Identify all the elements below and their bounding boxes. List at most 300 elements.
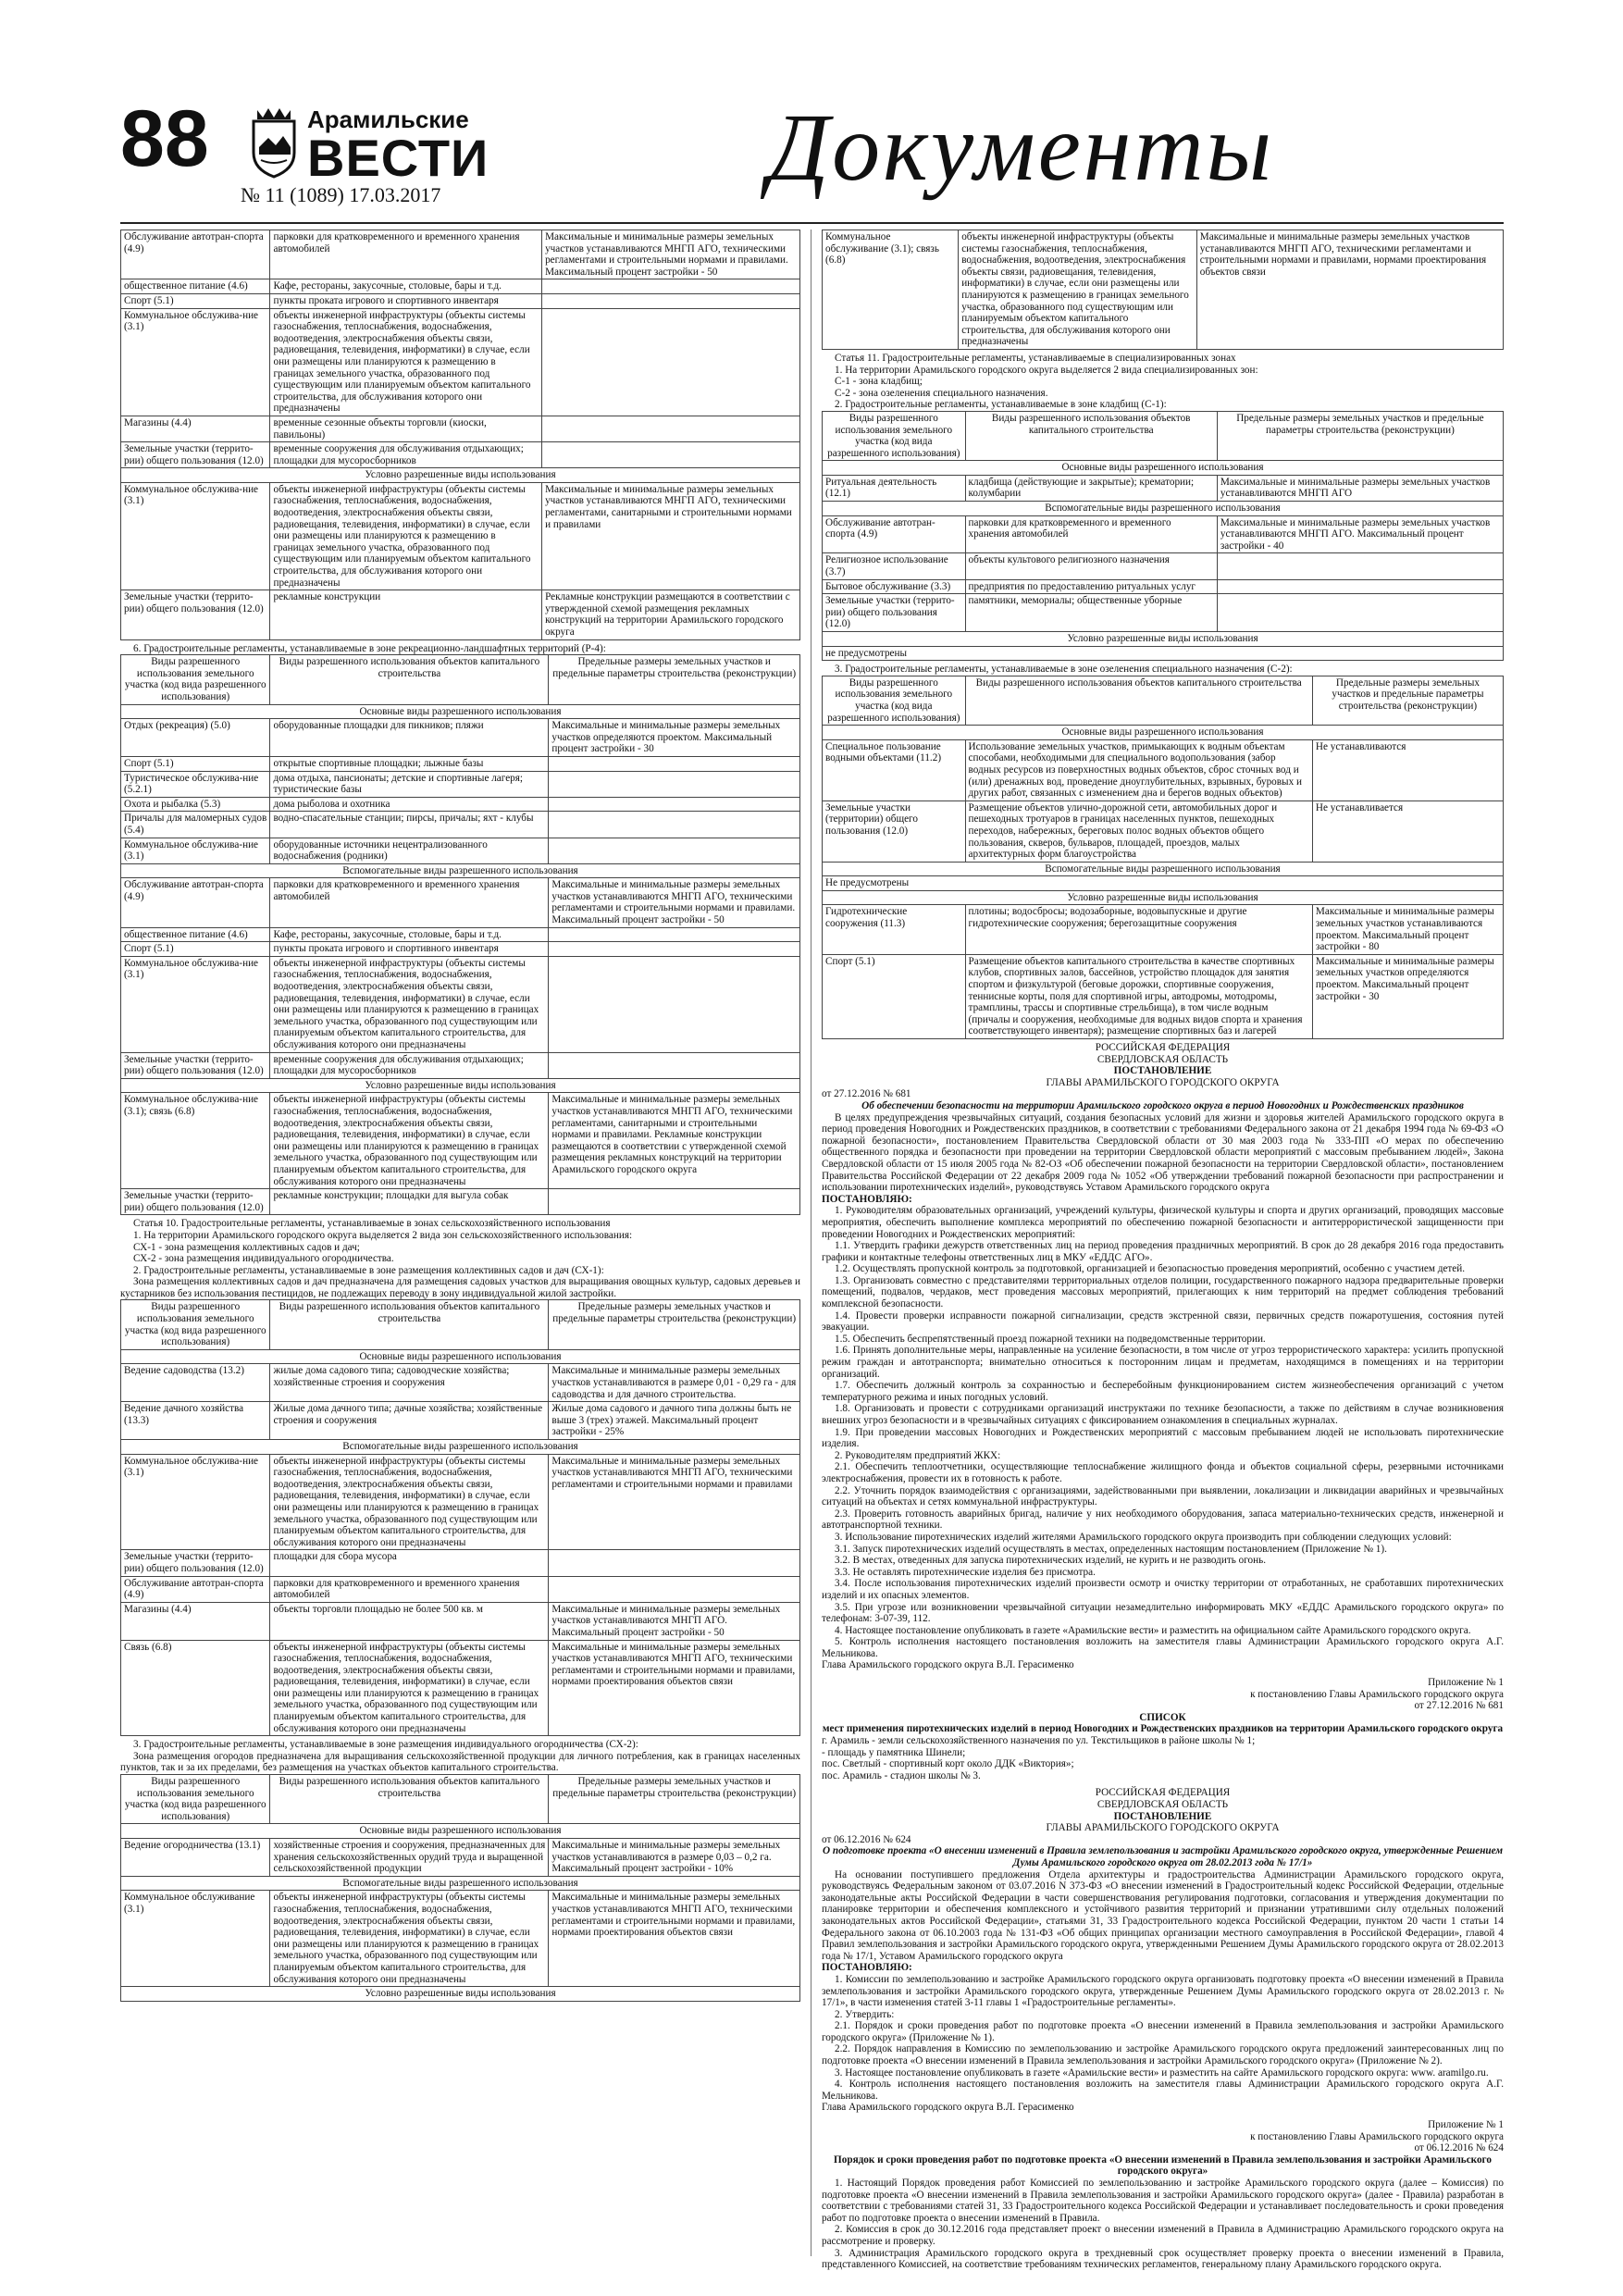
table-cell: Не устанавливаются [1312,739,1503,800]
table-row [121,230,800,279]
text-paragraph: г. Арамиль - земли сельскохозяйственного назначения по ул. Текстильщиков в районе школы № 1; [822,1735,1256,1747]
text-paragraph: РОССИЙСКАЯ ФЕДЕРАЦИЯ [1095,1787,1231,1799]
table-cell: памятники, мемориалы; общественные уборные [965,594,1217,632]
table-cell: Ведение огородничества (13.1) [121,1839,270,1877]
table-row [121,590,800,639]
table-cell: Специальное пользование водными объектами (11.2) [823,739,966,800]
text-paragraph: 1. Комиссии по землепользованию и застройке Арамильского городского округа организовать подготовку проекта «О внесении изменений в Правила землепользования и застройки Арамильского городского округа, утвержденные Решением Думы Арамильского городского округа от 28.02.2013 г. № 17/1», в части изменения статей 3-11 главы 1 «Градостроительные регламенты». [822,1973,1504,2009]
table-header-cell: Виды разрешенного использования земельного участка (код вида разрешенного использования) [823,676,966,725]
text-paragraph: СВЕРДЛОВСКАЯ ОБЛАСТЬ [1096,1053,1229,1065]
text-paragraph: 1.5. Обеспечить беспрепятственный проезд пожарной техники на подведомственные территории. [835,1333,1266,1345]
table-cell [549,927,800,942]
text-paragraph: 2.2. Порядок направления в Комиссию по землепользованию и застройке Арамильского городского округа предложений заинтересованных лиц по подготовке проекта «О внесении изменений в Правила землепользования и застройки Арамильского городского округа» (Приложение № 2). [822,2043,1504,2067]
table-cell: объекты инженерной инфраструктуры (объекты системы газоснабжения, теплоснабжения, водоснабжения, водоотведения, электроснабжения объекты связи, радиовещания, телевидения, информатики) в случае, если они размещены или планируются к размещению в границах земельного участка, образованного под существующим или планируемым объектом капитального строительства, для обслуживания которого они предназначены [270,308,542,416]
table-cell [549,1052,800,1078]
text-paragraph: Приложение № 1 [1428,1677,1504,1689]
table-subheading: Вспомогательные виды разрешенного использования [823,862,1504,876]
text-paragraph: 2. Комиссия в срок до 30.12.2016 года представляет проект о внесении изменений в Правила в Администрацию Арамильского городского округа на рассмотрение и проверку. [822,2224,1504,2247]
table-cell [1217,553,1503,579]
table-row [823,594,1504,632]
table-row [823,579,1504,594]
table-cell: оборудованные площадки для пикников; пляжи [270,719,549,757]
regulation-table [120,1774,800,2002]
text-paragraph: 4. Настоящее постановление опубликовать в газете «Арамильские вести» и разместить на официальном сайте Арамильского городского округа. [835,1624,1471,1636]
text-paragraph: СПИСОК [1139,1711,1186,1723]
table-cell: Обслуживание автотран-спорта (4.9) [121,878,270,927]
table-cell [549,942,800,957]
table-row [121,468,800,483]
text-paragraph: ПОСТАНОВЛЯЮ: [822,1193,912,1205]
table-cell: парковки для кратковременного и временного хранения автомобилей [270,1576,549,1602]
table-header-cell: Предельные размеры земельных участков и предельные параметры строительства (реконструкции) [549,655,800,704]
table-cell: Коммунальное обслужива-ние (3.1) [121,1454,270,1550]
table-cell [549,1189,800,1215]
table-header-cell: Виды разрешенного использования объектов капитального строительства [965,411,1217,460]
table-cell: Магазины (4.4) [121,416,270,441]
table-row [823,475,1504,501]
text-paragraph: ПОСТАНОВЛЕНИЕ [1113,1810,1212,1822]
text-paragraph: 5. Контроль исполнения настоящего постановления возложить на заместителя главы Администрации Арамильского городского округа А.Г. Мельникова. [822,1636,1504,1659]
text-paragraph: СВЕРДЛОВСКАЯ ОБЛАСТЬ [1096,1799,1229,1810]
section-title: Документы [768,94,1275,201]
text-paragraph: 1. На территории Арамильского городского округа выделяется 2 вида зон сельскохозяйственного использования: [133,1229,633,1241]
table-row [121,719,800,757]
text-paragraph: 3. Настоящее постановление опубликовать в газете «Арамильские вести» и разместить на сайте Арамильского городского округа: www. aramilgo.ru. [835,2066,1489,2079]
table-subheading: Вспомогательные виды разрешенного использования [121,863,800,878]
table-row [823,646,1504,661]
table-cell: Максимальные и минимальные размеры земельных участков устанавливаются МНГП АГО, техническими регламентами и строительными нормами и правилами, нормами проектирования объектов связи [549,1891,800,1987]
text-paragraph: 1.7. Обеспечить должный контроль за сохранностью и бесперебойным функционированием систем жизнеобеспечения организаций с учетом температурного режима и иных погодных условий. [822,1380,1504,1403]
table-cell: Гидротехнические сооружения (11.3) [823,905,966,954]
header-rule [120,222,1504,224]
table-row [823,632,1504,647]
table-subheading: Основные виды разрешенного использования [121,1824,800,1839]
table-cell: дома рыболова и охотника [270,797,549,812]
table-cell: Не устанавливается [1312,800,1503,862]
table-cell: Максимальные и минимальные размеры земельных участков определяются проектом. Максимальный процент застройки - 30 [1312,954,1503,1038]
text-paragraph: Статья 11. Градостроительные регламенты, устанавливаемые в специализированных зонах [835,352,1236,364]
table-subheading: Основные виды разрешенного использования [121,1349,800,1364]
text-paragraph: ГЛАВЫ АРАМИЛЬСКОГО ГОРОДСКОГО ОКРУГА [1046,1822,1280,1834]
table-cell: Жилые дома дачного типа; дачные хозяйства; хозяйственные строения и сооружения [270,1402,549,1440]
table-cell: хозяйственные строения и сооружения, предназначенных для хранения сельскохозяйственных орудий труда и выращенной сельскохозяйственной продукции [270,1839,549,1877]
text-paragraph: ПОСТАНОВЛЯЮ: [822,1962,912,1974]
text-paragraph: СХ-1 - зона размещения коллективных садов и дач; [133,1241,360,1253]
right-column [822,230,1504,2271]
text-paragraph: 1.4. Провести проверки исправности пожарной сигнализации, средств экстренной связи, первичных средств пожаротушения, состояния путей эвакуации. [822,1309,1504,1334]
table-cell: Максимальные и минимальные размеры земельных участков устанавливаются МНГП АГО, техническими регламентами и строительными нормами и правилами. Максимальный процент застройки - 50 [542,230,800,279]
column-divider [811,230,812,2256]
text-paragraph: ГЛАВЫ АРАМИЛЬСКОГО ГОРОДСКОГО ОКРУГА [1046,1076,1280,1088]
regulation-table [822,230,1504,350]
table-cell [1217,594,1503,632]
table-cell: общественное питание (4.6) [121,927,270,942]
table-cell: Максимальные и минимальные размеры земельных участков устанавливаются МНГП АГО [1217,475,1503,501]
text-paragraph: На основании поступившего предложения Отдела архитектуры и градостроительства Администрации Арамильского городского округа, руководствуясь Федеральным законом от 03.07.2016 N 373-ФЗ «О внесении изменений в Градостроительный кодекс Российской Федерации, отдельные законодательные акты Российской Федерации в части совершенствования регулирования подготовки, согласования и утверждения документации по планировке территории и обеспечения комплексного и устойчивого развития территорий и признании утратившими силу отдельных положений законодательных актов Российской Федерации», статьями 31, 33 Градостроительного кодекса Российской Федерации, пунктом 20 части 1 статьи 14 Федерального закона от 06.10.2003 года № 131-ФЗ «Об общих принципах организации местного самоуправления в Российской Федерации», главой 4 Правил землепользования и застройки Арамильского городского округа, утвержденными Решением Думы Арамильского городского округа от 28.02.2013 года № 17/1, Уставом Арамильского городского округа [822,1868,1504,1962]
table-row [823,739,1504,800]
text-paragraph: мест применения пиротехнических изделий в период Новогодних и Рождественских праздников на территории Арамильского городского округа [822,1723,1504,1735]
table-cell [549,838,800,863]
text-paragraph: 3. Использование пиротехнических изделий жителями Арамильского городского округа производить при соблюдении следующих условий: [835,1531,1452,1543]
table-header-cell: Предельные размеры земельных участков и предельные параметры строительства (реконструкции) [549,1775,800,1824]
table-cell: объекты инженерной инфраструктуры (объекты системы газоснабжения, теплоснабжения, водоснабжения, водоотведения, электроснабжения объекты связи, радиовещания, телевидения, информатики) в случае, если они размещены или планируются к размещению в границах земельного участка, образованного под существующим или планируемым объектом капитального строительства, для обслуживания которого они предназначены [270,1454,549,1550]
text-paragraph: 2. Утвердить: [835,2008,895,2020]
table-cell [549,797,800,812]
table-cell: парковки для кратковременного и временного хранения автомобилей [270,230,542,279]
table-row [121,1300,800,1349]
table-row [121,1440,800,1455]
table-cell: Ритуальная деятельность (12.1) [823,475,966,501]
table-cell: площадки для сбора мусора [270,1550,549,1576]
table-cell: Жилые дома садового и дачного типа должны быть не выше 3 (трех) этажей. Максимальный процент застройки - 25% [549,1402,800,1440]
table-cell: Спорт (5.1) [121,293,270,308]
table-cell: Земельные участки (террито-рии) общего пользования (12.0) [121,1550,270,1576]
table-subheading: Условно разрешенные виды использования [823,632,1504,647]
table-cell: Коммунальное обслуживание (3.1) [121,1891,270,1987]
brand-line-1: Арамильские [307,105,469,133]
table-cell [549,956,800,1052]
issue-number: № 11 (1089) 17.03.2017 [241,183,441,206]
table-header-cell: Предельные размеры земельных участков и предельные параметры строительства (реконструкции) [1217,411,1503,460]
table-row [121,308,800,416]
table-cell: Охота и рыбалка (5.3) [121,797,270,812]
text-paragraph: Глава Арамильского городского округа В.Л. Герасименко [822,2102,1074,2114]
table-row [121,756,800,771]
table-row [121,1602,800,1640]
table-cell: пункты проката игрового и спортивного инвентаря [270,293,542,308]
table-cell: рекламные конструкции; площадки для выгула собак [270,1189,549,1215]
text-paragraph: С-2 - зона озеленения специального назначения. [835,387,1048,399]
table-cell: Отдых (рекреация) (5.0) [121,719,270,757]
table-cell: Земельные участки (террито-рии) общего пользования (12.0) [823,594,966,632]
table-subheading: Основные виды разрешенного использования [823,726,1504,740]
table-cell: Земельные участки (территории) общего пользования (12.0) [823,800,966,862]
regulation-table [822,411,1504,661]
table-row [823,862,1504,876]
table-cell: временные сезонные объекты торговли (киоски, павильоны) [270,416,542,441]
table-cell: Коммунальное обслуживание (3.1); связь (6.8) [823,230,959,350]
text-paragraph: 3.1. Запуск пиротехнических изделий осуществлять в местах, определенных настоящим постановлением (Приложение № 1). [835,1543,1387,1555]
table-cell: объекты инженерной инфраструктуры (объекты системы газоснабжения, теплоснабжения, водоснабжения, водоотведения, электроснабжения объекты связи, радиовещания, телевидения, информатики) в случае, если они размещены или планируются к размещению в границах земельного участка, образованного под существующим или планируемым объектом капитального строительства, для обслуживания которого они предназначены [959,230,1197,350]
table-row [121,279,800,294]
table-cell [542,293,800,308]
text-paragraph: 2.1. Обеспечить теплоотчетники, осуществляющие теплоснабжение жилищного фонда и объектов социальной сферы, резервными источниками электроснабжения, провести их в готовность к работе. [822,1461,1504,1484]
text-paragraph: О подготовке проекта «О внесении изменений в Правила землепользования и застройки Арамильского городского округа, утвержденные Решением Думы Арамильского городского округа от 28.02.2013 года № 17/1» [823,1845,1503,1868]
coat-of-arms-icon [248,105,300,179]
table-cell: пункты проката игрового и спортивного инвентаря [270,942,549,957]
table-header-cell: Виды разрешенного использования объектов капитального строительства [270,655,549,704]
table-header-cell: Предельные размеры земельных участков и предельные параметры строительства (реконструкции) [549,1300,800,1349]
table-row [121,812,800,838]
table-cell: Обслуживание автотран-спорта (4.9) [121,1576,270,1602]
table-row [823,676,1504,725]
table-cell: Земельные участки (террито-рии) общего пользования (12.0) [121,442,270,468]
table-cell: жилые дома садового типа; садоводческие хозяйства; хозяйственные строения и сооружения [270,1364,549,1402]
text-paragraph: Приложение № 1 [1428,2119,1504,2131]
table-cell: Спорт (5.1) [121,942,270,957]
table-cell: Максимальные и минимальные размеры земельных участков устанавливаются МНГП АГО, техническими регламентами, санитарными и строительными нормами и правилами [542,482,800,590]
text-paragraph: 3. Градостроительные регламенты, устанавливаемые в зоне озеленения специального назначения (С-2): [835,664,1293,676]
text-paragraph: от 06.12.2016 № 624 [1414,2142,1504,2154]
table-cell: общественное питание (4.6) [121,279,270,294]
text-paragraph: СХ-2 - зона размещения индивидуального огородничества. [133,1253,394,1265]
table-header-cell: Виды разрешенного использования объектов капитального строительства [965,676,1312,725]
table-row [121,1550,800,1576]
text-paragraph: 1. Настоящий Порядок проведения работ Комиссией по землепользованию и застройке Арамильского городского округа (далее – Комиссия) по подготовке проекта «О внесении изменений в Правила землепользования и застройки Арамильского городского округа» (далее - Правила) разработан в соответствии с требованиями статей 31, 33 Градостроительного кодекса Российской Федерации и устанавливает последовательность и сроки проведения работ по подготовке проекта о внесении изменений в Правила. [822,2178,1504,2224]
text-paragraph: 1.8. Организовать и провести с сотрудниками организаций инструктажи по технике безопасности, а также по действиям в случае возникновения внешних угроз безопасности и в чрезвычайных ситуациях с фиксированием ознакомления в специальных журналах. [822,1403,1504,1426]
text-paragraph: 3.2. В местах, отведенных для запуска пиротехнических изделий, не курить и не разводить огонь. [835,1555,1267,1567]
left-column [120,230,800,2256]
table-cell [549,771,800,797]
table-cell: Рекламные конструкции размещаются в соответствии с утвержденной схемой размещения рекламных конструкций на территории Арамильского городского округа [542,590,800,639]
text-paragraph: 1. Руководителям образовательных организаций, учреждений культуры, физической культуры и спорта и других организаций, проводящих массовые мероприятия, обеспечить выполнение комплекса мероприятий по обеспечению пожарной безопасности и антитеррористической защищенности при проведении Новогодних и Рождественских мероприятий: [822,1205,1504,1240]
text-paragraph: 2.2. Уточнить порядок взаимодействия с организациями, задействованными при выявлении, локализации и ликвидации аварийных и чрезвычайных ситуаций на объектах и сетях коммунальной инфраструктуры. [822,1484,1504,1508]
table-subheading: Основные виды разрешенного использования [823,461,1504,476]
table-cell: Не предусмотрены [823,876,1504,891]
table-cell: Использование земельных участков, примыкающих к водным объектам способами, необходимыми для специального водопользования (забор водных ресурсов из поверхностных водных объектов, сброс сточных вод и (или) дренажных вод, проведение дноуглубительных, взрывных, буровых и других работ, связанных с изменением дна и берегов водных объектов) [965,739,1312,800]
table-row [121,416,800,441]
table-cell: объекты инженерной инфраструктуры (объекты системы газоснабжения, теплоснабжения, водоснабжения, водоотведения, электроснабжения объекты связи, радиовещания, телевидения, информатики) в случае, если они размещены или планируются к размещению в границах земельного участка, образованного под существующим или планируемым объектом капитального строительства, для обслуживания которого они предназначены [270,1891,549,1987]
text-paragraph: пос. Арамиль - стадион школы № 3. [822,1769,981,1781]
table-row [823,905,1504,954]
table-cell: Земельные участки (террито-рии) общего пользования (12.0) [121,1052,270,1078]
table-cell: объекты инженерной инфраструктуры (объекты системы газоснабжения, теплоснабжения, водоснабжения, водоотведения, электроснабжения объекты связи, радиовещания, телевидения, информатики) в случае, если они размещены или планируются к размещению в границах земельного участка, образованного под существующим или планируемым объектом капитального строительства, для обслуживания которого они предназначены [270,482,542,590]
table-cell: кладбища (действующие и закрытые); крематории; колумбарии [965,475,1217,501]
table-cell: Ведение дачного хозяйства (13.3) [121,1402,270,1440]
page-number: 88 [120,94,209,183]
table-cell [549,756,800,771]
table-row [823,876,1504,891]
table-row [121,1775,800,1824]
table-subheading: Основные виды разрешенного использования [121,704,800,719]
regulation-table [120,230,800,640]
table-cell: Магазины (4.4) [121,1602,270,1640]
text-paragraph: 2.3. Проверить готовность аварийных бригад, наличие у них необходимого оборудования, запаса материально-технических средств, инженерной и автотранспортной техники. [822,1508,1504,1532]
table-subheading: Условно разрешенные виды использования [121,1987,800,2002]
table-cell: дома отдыха, пансионаты; детские и спортивные лагеря; туристические базы [270,771,549,797]
text-paragraph: к постановлению Главы Арамильского городского округа [1250,2130,1504,2142]
table-cell: открытые спортивные площадки; лыжные базы [270,756,549,771]
text-paragraph: 3. Администрация Арамильского городского округа в трехдневный срок осуществляет проверку проекта о внесении изменений в Правила, представленного Комиссией, на соответствие требованиям технических регламентов, генеральному плану Арамильского городского округа. [822,2247,1504,2271]
table-row [121,1402,800,1440]
text-paragraph: Зона размещения огородов предназначена для выращивания сельскохозяйственной продукции для личного потребления, как в границах населенных пунктов, так и за их пределами, без размещения на участках объектов капитального строительства. [120,1750,800,1774]
table-cell: рекламные конструкции [270,590,542,639]
table-row [121,1454,800,1550]
text-paragraph: 1.1. Утвердить графики дежурств ответственных лиц на период проведения праздничных мероприятий. В срок до 28 декабря 2016 года предоставить графики и контактные телефоны ответственных лиц в МКУ «ЕДДС АГО». [822,1240,1504,1263]
table-cell: Максимальные и минимальные размеры земельных участков устанавливаются МНГП АГО, техническими регламентами и строительными нормами и правилами, нормами проектирования объектов связи [549,1640,800,1736]
table-row [121,1891,800,1987]
table-cell [542,416,800,441]
table-cell: объекты инженерной инфраструктуры (объекты системы газоснабжения, теплоснабжения, водоснабжения, водоотведения, электроснабжения объекты связи, радиовещания, телевидения, информатики) в случае, если они размещены или планируются к размещению в границах земельного участка, образованного под существующим или планируемым объектом капитального строительства, для обслуживания которого они предназначены [270,1093,549,1189]
table-subheading: Вспомогательные виды разрешенного использования [121,1440,800,1455]
text-paragraph: РОССИЙСКАЯ ФЕДЕРАЦИЯ [1095,1042,1231,1053]
table-cell [549,812,800,838]
table-row [121,704,800,719]
table-cell: парковки для кратковременного и временного хранения автомобилей [270,878,549,927]
text-paragraph: 4. Контроль исполнения настоящего постановления возложить на заместителя главы Администрации Арамильского городского округа А.Г. Мельникова. [822,2079,1504,2102]
table-cell [542,442,800,468]
table-cell: объекты культового религиозного назначения [965,553,1217,579]
table-cell: объекты инженерной инфраструктуры (объекты системы газоснабжения, теплоснабжения, водоснабжения, водоотведения, электроснабжения объекты связи, радиовещания, телевидения, информатики) в случае, если они размещены или планируются к размещению в границах земельного участка, образованного под существующим или планируемым объектом капитального строительства, для обслуживания которого они предназначены [270,956,549,1052]
text-paragraph: 1.9. При проведении массовых Новогодних и Рождественских мероприятий с массовым пребыванием людей не использовать пиротехнические изделия. [822,1426,1504,1450]
text-paragraph: пос. Светлый - спортивный корт около ДДК «Виктория»; [822,1758,1074,1770]
text-paragraph: 1.6. Принять дополнительные меры, направленные на усиление безопасности, в том числе от угроз террористического характера: усилить пропускной режим граждан и автотранспорта; внимательно относиться к посторонним лицам и предметам, находящимся в помещениях и на территории организаций. [822,1345,1504,1380]
newspaper-brand [307,105,489,187]
table-cell: оборудованные источники нецентрализованного водоснабжения (родники) [270,838,549,863]
table-row [121,655,800,704]
table-row [121,942,800,957]
regulation-table [822,676,1504,1039]
table-row [121,1640,800,1736]
text-paragraph: от 27.12.2016 № 681 [1414,1700,1504,1712]
table-cell: Обслуживание автотран-спорта (4.9) [121,230,270,279]
table-cell: плотины; водосбросы; водозаборные, водовыпускные и другие гидротехнические сооружения; берегозащитные сооружения [965,905,1312,954]
table-row [121,1576,800,1602]
text-paragraph: 3.4. После использования пиротехнических изделий произвести осмотр и очистку территории от отработанных, не сработавших пиротехнических изделий и их опасных элементов. [822,1578,1504,1601]
page-header [120,94,1499,217]
table-cell: Ведение садоводства (13.2) [121,1364,270,1402]
table-cell: Максимальные и минимальные размеры земельных участков устанавливаются МНГП АГО, техническими регламентами и строительными нормами и правилами. Максимальный процент застройки - 50 [549,878,800,927]
table-cell: Бытовое обслуживание (3.3) [823,579,966,594]
table-cell: Связь (6.8) [121,1640,270,1736]
table-row [823,502,1504,516]
table-cell: Размещение объектов улично-дорожной сети, автомобильных дорог и пешеходных тротуаров в границах населенных пунктов, пешеходных переходов, набережных, береговых полос водных объектов общего пользования, скверов, бульваров, площадей, проездов, малых архитектурных форм благоустройства [965,800,1312,862]
table-row [121,293,800,308]
table-cell: Коммунальное обслужива-ние (3.1); связь (6.8) [121,1093,270,1189]
table-cell: Обслуживание автотран-спорта (4.9) [823,515,966,553]
table-row [121,838,800,863]
table-cell: Максимальные и минимальные размеры земельных участков устанавливаются в размере 0,03 – 0,2 га. Максимальный процент застройки - 10% [549,1839,800,1877]
text-paragraph: 2. Градостроительные регламенты, устанавливаемые в зоне размещения коллективных садов и дач (СХ-1): [133,1264,604,1276]
table-cell: предприятия по предоставлению ритуальных услуг [965,579,1217,594]
table-row [121,797,800,812]
table-cell: парковки для кратковременного и временного хранения автомобилей [965,515,1217,553]
table-cell: Земельные участки (террито-рии) общего пользования (12.0) [121,1189,270,1215]
table-row [823,890,1504,905]
table-subheading: Вспомогательные виды разрешенного использования [121,1876,800,1891]
table-row [823,515,1504,553]
table-row [823,411,1504,460]
table-cell: Размещение объектов капитального строительства в качестве спортивных клубов, спортивных залов, бассейнов, устройство площадок для занятия спортом и физкультурой (беговые дорожки, спортивные сооружения, теннисные корты, поля для спортивной игры, автодромы, мотодромы, трамплины, трассы и спортивные стрельбища), в том числе водным (причалы и сооружения, необходимые для водных видов спорта и хранения соответствующего инвентаря); размещение спортивных баз и лагерей [965,954,1312,1038]
text-paragraph: Порядок и сроки проведения работ по подготовке проекта «О внесении изменений в Правила землепользования и застройки Арамильского городского округа» [834,2153,1492,2178]
text-paragraph: С-1 - зона кладбищ; [835,376,923,388]
table-cell: не предусмотрены [823,646,1504,661]
table-cell [549,1576,800,1602]
table-cell: Земельные участки (террито-рии) общего пользования (12.0) [121,590,270,639]
table-header-cell: Виды разрешенного использования земельного участка (код вида разрешенного использования) [121,1300,270,1349]
text-paragraph: 3. Градостроительные регламенты, устанавливаемые в зоне размещения индивидуального огородничества (СХ-2): [133,1739,638,1751]
table-row [121,863,800,878]
table-cell: объекты инженерной инфраструктуры (объекты системы газоснабжения, теплоснабжения, водоснабжения, водоотведения, электроснабжения объекты связи, радиовещания, телевидения, информатики) в случае, если они размещены или планируются к размещению в границах земельного участка, образованного под существующим или планируемым объектом капитального строительства, для обслуживания которого они предназначены [270,1640,549,1736]
text-paragraph: 2. Руководителям предприятий ЖКХ: [835,1449,1001,1461]
text-paragraph: 1.2. Осуществлять пропускной контроль за подготовкой, организацией и безопасностью проведения мероприятий, особенно с участием детей. [835,1263,1466,1275]
table-row [823,954,1504,1038]
regulation-table [120,654,800,1215]
table-cell: Коммунальное обслужива-ние (3.1) [121,838,270,863]
text-paragraph: к постановлению Главы Арамильского городского округа [1250,1688,1504,1700]
text-paragraph: 2.1. Порядок и сроки проведения работ по подготовке проекта «О внесении изменений в Правила землепользования и застройки Арамильского городского округа» (Приложение № 1). [822,2020,1504,2043]
text-paragraph: от 06.12.2016 № 624 [822,1833,911,1845]
text-paragraph: В целях предупреждения чрезвычайных ситуаций, создания безопасных условий для жизни и здоровья жителей Арамильского городского округа в период проведения Новогодних и Рождественских праздников, в соответствии с требованиями Федерального закона от 21 декабря 1994 года № 69-ФЗ «О пожарной безопасности», постановлением Правительства Свердловской области от 30 мая 2003 года № 333-ПП «О мерах по обеспечению общественного порядка и безопасности при проведении на территории Свердловской области мероприятий с массовым пребыванием людей», Закона Свердловской области от 15 июля 2005 года № 82-ОЗ «Об обеспечении пожарной безопасности на территории Свердловской области», постановлением Правительства Российской Федерации от 22 декабря 2009 года № 1052 «Об утверждении требований пожарной безопасности при распространении и использовании пиротехнических изделий», руководствуясь Уставом Арамильского городского округа [822,1111,1504,1194]
table-row [121,1876,800,1891]
table-row [121,956,800,1052]
table-row [121,1349,800,1364]
table-cell [549,1550,800,1576]
table-cell [542,308,800,416]
table-cell: временные сооружения для обслуживания отдыхающих; площадки для мусоросборников [270,442,542,468]
table-row [121,482,800,590]
table-cell: Максимальные и минимальные размеры земельных участков устанавливаются МНГП АГО. Максимальный процент застройки - 50 [549,1602,800,1640]
table-header-cell: Виды разрешенного использования объектов капитального строительства [270,1775,549,1824]
text-paragraph: 2. Градостроительные регламенты, устанавливаемые в зоне кладбищ (С-1): [835,399,1167,411]
text-paragraph: Зона размещения коллективных садов и дач предназначена для размещения садовых участков для выращивания овощных культур, садовых деревьев и кустарников без использования пестицидов, не подлежащих переводу в зону индивидуальной жилой застройки. [120,1276,800,1299]
table-row [121,1052,800,1078]
table-cell: Максимальные и минимальные размеры земельных участков устанавливаются проектом. Максимальный процент застройки - 80 [1312,905,1503,954]
brand-line-2: ВЕСТИ [307,129,489,187]
table-header-cell: Предельные размеры земельных участков и предельные параметры строительства (реконструкции) [1312,676,1503,725]
table-row [823,230,1504,350]
table-cell: Коммунальное обслужива-ние (3.1) [121,482,270,590]
text-paragraph: 1.3. Организовать совместно с представителями территориальных отделов полиции, государственного пожарного надзора предварительные проверки помещений, подвалов, чердаков, мест проведения массовых мероприятий, прилегающих к ним территорий на предмет соблюдения требований комплексной безопасности. [822,1274,1504,1310]
table-cell: Спорт (5.1) [121,756,270,771]
table-subheading: Условно разрешенные виды использования [121,468,800,483]
table-cell: Спорт (5.1) [823,954,966,1038]
table-row [823,726,1504,740]
text-paragraph: 1. На территории Арамильского городского округа выделяется 2 вида специализированных зон: [835,364,1258,376]
table-cell: Максимальные и минимальные размеры земельных участков определяются проектом. Максимальный процент застройки - 30 [549,719,800,757]
table-row [121,1189,800,1215]
table-header-cell: Виды разрешенного использования земельного участка (код вида разрешенного использования) [121,655,270,704]
text-paragraph: 3.5. При угрозе или возникновении чрезвычайной ситуации незамедлительно информировать МКУ «ЕДДС Арамильского городского округа» по телефонам: 3-07-39, 112. [822,1601,1504,1625]
text-paragraph: Об обеспечении безопасности на территории Арамильского городского округа в период Новогодних и Рождественских праздников [861,1099,1464,1111]
table-cell: Максимальные и минимальные размеры земельных участков устанавливаются МНГП АГО, техническими регламентами, санитарными и строительными нормами и правилами. Рекламные конструкции размещаются в соответствии с утвержденной схемой размещения рекламных конструкций на территории Арамильского городского округа [549,1093,800,1189]
table-row [121,442,800,468]
table-cell: Максимальные и минимальные размеры земельных участков устанавливаются МНГП АГО, техническими регламентами и строительными нормами и правилами [549,1454,800,1550]
table-cell: объекты торговли площадью не более 500 кв. м [270,1602,549,1640]
table-row [121,1093,800,1189]
table-cell: Кафе, рестораны, закусочные, столовые, бары и т.д. [270,279,542,294]
table-cell: Коммунальное обслужива-ние (3.1) [121,956,270,1052]
text-paragraph: - площадь у памятника Шинели; [822,1746,966,1758]
table-cell [542,279,800,294]
table-cell: Коммунальное обслужива-ние (3.1) [121,308,270,416]
table-row [121,1078,800,1093]
table-row [823,800,1504,862]
table-row [121,771,800,797]
table-subheading: Условно разрешенные виды использования [121,1078,800,1093]
table-cell: Максимальные и минимальные размеры земельных участков устанавливаются в размере 0,01 - 0,29 га - для садоводства и для дачного строительства. [549,1364,800,1402]
table-header-cell: Виды разрешенного использования земельного участка (код вида разрешенного использования) [823,411,966,460]
table-row [823,553,1504,579]
text-paragraph: ПОСТАНОВЛЕНИЕ [1113,1065,1212,1077]
table-subheading: Условно разрешенные виды использования [823,890,1504,905]
table-row [121,878,800,927]
regulation-table [120,1299,800,1736]
table-cell: временные сооружения для обслуживания отдыхающих; площадки для мусоросборников [270,1052,549,1078]
table-row [121,927,800,942]
table-subheading: Вспомогательные виды разрешенного использования [823,502,1504,516]
table-row [121,1824,800,1839]
table-row [121,1364,800,1402]
text-paragraph: Глава Арамильского городского округа В.Л. Герасименко [822,1659,1074,1671]
text-paragraph: 3.3. Не оставлять пиротехнические изделия без присмотра. [835,1566,1096,1578]
table-cell: водно-спасательные станции; пирсы, причалы; яхт - клубы [270,812,549,838]
table-cell: Максимальные и минимальные размеры земельных участков устанавливаются МНГП АГО. Максимальный процент застройки - 40 [1217,515,1503,553]
table-cell: Туристическое обслужива-ние (5.2.1) [121,771,270,797]
table-header-cell: Виды разрешенного использования объектов капитального строительства [270,1300,549,1349]
table-cell: Причалы для маломерных судов (5.4) [121,812,270,838]
text-paragraph: Статья 10. Градостроительные регламенты, устанавливаемые в зонах сельскохозяйственного использования [133,1218,611,1230]
